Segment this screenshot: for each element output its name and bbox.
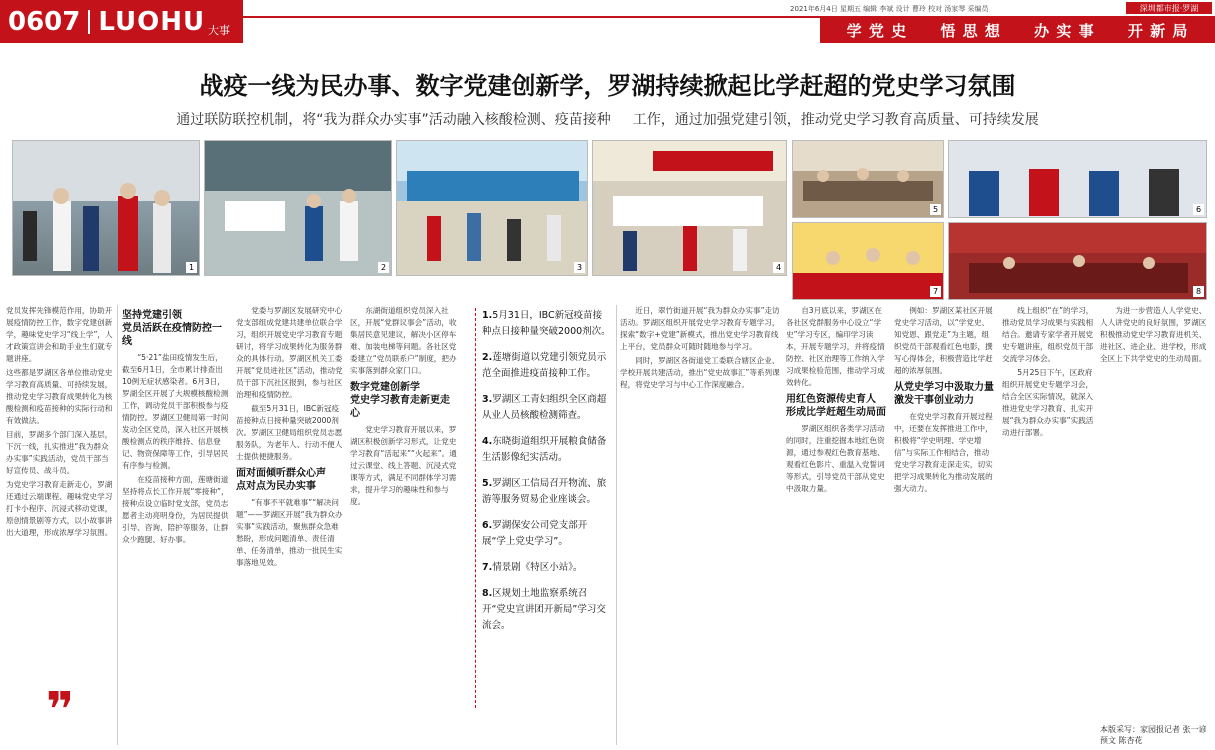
col5-paragraph-2: 同时，罗湖区各街道党工委联合辖区企业、学校开展共建活动，推出“党史故事汇”等系列课程，将党史学习与中心工作深度融合。 xyxy=(620,356,780,389)
photo-strip-left xyxy=(12,140,787,300)
column-5 xyxy=(620,305,780,745)
photo-number-6: 6 xyxy=(1193,204,1204,215)
main-headline: 战疫一线为民办事、数字党建创新学，罗湖持续掀起比学赶超的党史学习氛围 xyxy=(199,72,1016,100)
lead-paragraph-1: 党员发挥先锋模范作用，协助开展疫情防控工作，数字党建创新学，趣味党史学习“线上学”，人才政策宣讲会和助手业生们就专题讲座。 xyxy=(6,306,113,363)
col9-paragraph-1: 为进一步营造人人学党史、人人讲党史的良好氛围，罗湖区积极推动党史学习教育进机关、进社区、进企业、进学校，形成全区上下共学党史的生动局面。 xyxy=(1100,306,1207,363)
col2-paragraph-2: 在疫苗接种方面，莲塘街道坚持将点长工作开展“零接种”，接种点设立临时党支部，党员志愿者主动亮明身份，为居民提供引导、咨询、陪护等服务，让群众少跑腿、好办事。 xyxy=(122,475,229,544)
caption-item: 7.情景剧《特区小站》。 xyxy=(482,562,583,573)
brand-block xyxy=(0,0,243,43)
caption-item: 6.罗湖保安公司党支部开展“学上党史学习”。 xyxy=(482,520,588,547)
column-6 xyxy=(786,305,888,745)
photo-5 xyxy=(792,140,944,218)
col7-paragraph-2: 在党史学习教育开展过程中，还要在发挥推进工作中，积极将“学史明理、学史增信”与实际工作相结合，推动党史学习教育走深走实，切实把学习成果转化为推动发展的强大动力。 xyxy=(894,412,993,493)
page-number: 0607 xyxy=(8,6,81,37)
column-7 xyxy=(894,305,996,745)
col7-paragraph-1: 例如：罗湖区某社区开展党史学习活动，以“学党史、知党恩、跟党走”为主题，组织党员干部观看红色电影，撰写心得体会，积极营造比学赶超的浓厚氛围。 xyxy=(894,306,993,375)
corner-logo: 深圳都市报·罗湖 xyxy=(1126,2,1212,14)
photo-number-8: 8 xyxy=(1193,286,1204,297)
col4-paragraph-2: 党史学习教育开展以来，罗湖区积极创新学习形式，让党史学习教育“活起来”“火起来”。通过云课堂、线上答题、沉浸式党课等方式，满足不同群体学习需求，提升学习的趣味性和参与度。 xyxy=(350,425,457,506)
section-heading-1: 坚持党建引领 党员活跃在疫情防控一线 xyxy=(122,310,222,347)
photo-1 xyxy=(12,140,200,276)
photo-number-7: 7 xyxy=(930,286,941,297)
byline-credit: 本版采写：家园报记者 张一谚 预文 陈杏花 xyxy=(1100,725,1207,745)
photo-6 xyxy=(948,140,1207,218)
col2-paragraph-1: “5·21”盐田疫情发生后，截至6月1日，全市累计排查出10例无症状感染者。6月3日，罗湖全区开展了大规模核酸检测工作，调动党员干部积极参与疫情防控。罗湖区卫健局第一时间发动全区党员，深入社区开展核酸检测点的秩序维持、信息登记、物资保障等工作，引导居民有序参与检测。 xyxy=(122,353,229,470)
column-rule-1 xyxy=(117,305,118,745)
column-3 xyxy=(236,305,344,745)
slogan-bar xyxy=(820,18,1215,43)
slogan-4: 开 新 局 xyxy=(1127,22,1189,40)
caption-item: 8.区规划土地监察系统召开“党史宣讲团开新局”学习交流会。 xyxy=(482,588,606,631)
photo-8-illustration xyxy=(949,223,1207,300)
photo-3 xyxy=(396,140,588,276)
subhead-part-1: 通过联防联控机制，将“我为群众办实事”活动融入核酸检测、疫苗接种 xyxy=(176,112,611,128)
photo-1-illustration xyxy=(13,141,200,276)
brand-name: LUOHU xyxy=(98,6,206,37)
lead-paragraph-3: 目前，罗湖多个部门深入基层，下沉一线，扎实推进“我为群众办实事”实践活动，党员干部当好宣传员、战斗员。 xyxy=(6,430,113,475)
slogan-3: 办 实 事 xyxy=(1034,22,1095,40)
col6-paragraph-2: 罗湖区组织各类学习活动的同时，注重挖掘本地红色资源，通过参观红色教育基地、观看红色影片、重温入党誓词等形式，引导党员干部从党史中汲取力量。 xyxy=(786,424,885,493)
quote-mark-icon: ❞ xyxy=(46,682,75,738)
photo-caption-list xyxy=(475,308,611,708)
lead-column xyxy=(6,305,114,745)
photo-2-illustration xyxy=(205,141,392,276)
column-9 xyxy=(1100,305,1208,720)
section-label: 大事 xyxy=(208,24,230,37)
slogan-1: 学 党 史 xyxy=(846,22,908,40)
photo-number-4: 4 xyxy=(773,262,784,273)
brand-divider xyxy=(88,10,90,34)
col5-paragraph-1: 近日，翠竹街道开展“我为群众办实事”走访活动。罗湖区组织开展党史学习教育专题学习，探索“数字+党建”新模式，推出党史学习教育线上平台，党员群众可随时随地参与学习。 xyxy=(620,306,780,351)
slogan-2: 悟 思 想 xyxy=(940,22,1001,40)
section-heading-3: 数字党建创新学 党史学习教育走新更走心 xyxy=(350,382,450,419)
subheadline xyxy=(0,109,1215,129)
photo-7-illustration xyxy=(793,223,944,300)
col6-paragraph-1: 自3月底以来，罗湖区在各社区党群服务中心设立“学史”学习专区，编印学习读本，开展专题学习，并将疫情防控、社区治理等工作纳入学习成果检验范围，推动学习成效转化。 xyxy=(786,306,885,387)
col3-paragraph-2: 截至5月31日，IBC新冠疫苗接种点日接种量突破2000剂次。罗湖区卫健局组织党员志愿服务队，为老年人、行动不便人士提供便捷服务。 xyxy=(236,404,343,461)
section-heading-4: 用红色资源传史育人 形成比学赶超生动局面 xyxy=(786,394,886,418)
column-2 xyxy=(122,305,230,745)
section-heading-5: 从党史学习中汲取力量 激发干事创业动力 xyxy=(894,382,994,406)
photo-8 xyxy=(948,222,1207,300)
photo-7 xyxy=(792,222,944,300)
col8-paragraph-2: 5月25日下午，区政府组织开展党史专题学习会，结合全区实际情况，就深入推进党史学习教育、扎实开展“我为群众办实事”实践活动进行部署。 xyxy=(1002,368,1094,437)
photo-number-1: 1 xyxy=(186,262,197,273)
caption-item: 1.5月31日，IBC新冠疫苗接种点日接种量突破2000剂次。 xyxy=(482,310,611,337)
column-rule-2 xyxy=(616,305,617,745)
caption-item: 2.莲塘街道以党建引领党员示范全面推进疫苗接种工作。 xyxy=(482,352,607,379)
photo-6-illustration xyxy=(949,141,1207,218)
photo-5-illustration xyxy=(793,141,944,218)
section-heading-2: 面对面倾听群众心声 点对点为民办实事 xyxy=(236,468,326,492)
photo-4 xyxy=(592,140,787,276)
column-4 xyxy=(350,305,458,745)
photo-3-illustration xyxy=(397,141,588,276)
column-8 xyxy=(1002,305,1094,745)
caption-item: 5.罗湖区工信局召开物流、旅游等服务贸易企业座谈会。 xyxy=(482,478,607,505)
col3-paragraph-3: “有事不平就难事”“解决问题”——罗湖区开展“我为群众办实事”实践活动，聚焦群众急难愁盼，形成问题清单、责任清单、任务清单，推动一批民生实事落地见效。 xyxy=(236,498,343,567)
photo-number-2: 2 xyxy=(378,262,389,273)
subhead-part-2: 工作，通过加强党建引领，推动党史学习教育高质量、可持续发展 xyxy=(632,112,1039,128)
photo-4-illustration xyxy=(593,141,787,276)
col3-paragraph-1: 党委与罗湖区发展研究中心党支部组成党建共建单位联合学习，组织开展党史学习教育专题研讨，将学习成果转化为服务群众的具体行动。罗湖区机关工委开展“党员进社区”活动，推动党员干部下沉社区报到，参与社区治理和疫情防控。 xyxy=(236,306,343,399)
col8-paragraph-1: 线上组织“在”的学习，推动党员学习成果与实践相结合。邀请专家学者开展党史专题讲座，组织党员干部交流学习体会。 xyxy=(1002,306,1094,363)
masthead xyxy=(0,0,1215,62)
lead-paragraph-4: 为党史学习教育走新走心，罗湖还通过云端课程、趣味党史学习打卡小程序、沉浸式移动党课，原创情景剧等方式，以小故事讲出大道理，形成浓厚学习氛围。 xyxy=(6,480,113,537)
caption-item: 3.罗湖区工青妇组织全区商超从业人员核酸检测筛查。 xyxy=(482,394,607,421)
photo-2 xyxy=(204,140,392,276)
photo-number-5: 5 xyxy=(930,204,941,215)
photo-grid-right xyxy=(792,140,1207,300)
dateline: 2021年6月4日 星期五 编辑 李斌 设计 曹玲 校对 汤家琴 采编员 xyxy=(790,5,989,13)
photo-number-3: 3 xyxy=(574,262,585,273)
caption-item: 4.东晓街道组织开展粮食储备生活影像纪实活动。 xyxy=(482,436,607,463)
col4-paragraph-1: 东湖街道组织党员深入社区，开展“党群议事会”活动，收集居民意见建议，解决小区停车难、加装电梯等问题。各社区党委建立“党员联系户”制度，把办实事落到群众家门口。 xyxy=(350,306,457,375)
lead-paragraph-2: 这些都是罗湖区各单位推动党史学习教育高质量、可持续发展，推动党史学习教育成果转化为核酸检测和疫苗接种的实际行动和有效做法。 xyxy=(6,368,113,425)
